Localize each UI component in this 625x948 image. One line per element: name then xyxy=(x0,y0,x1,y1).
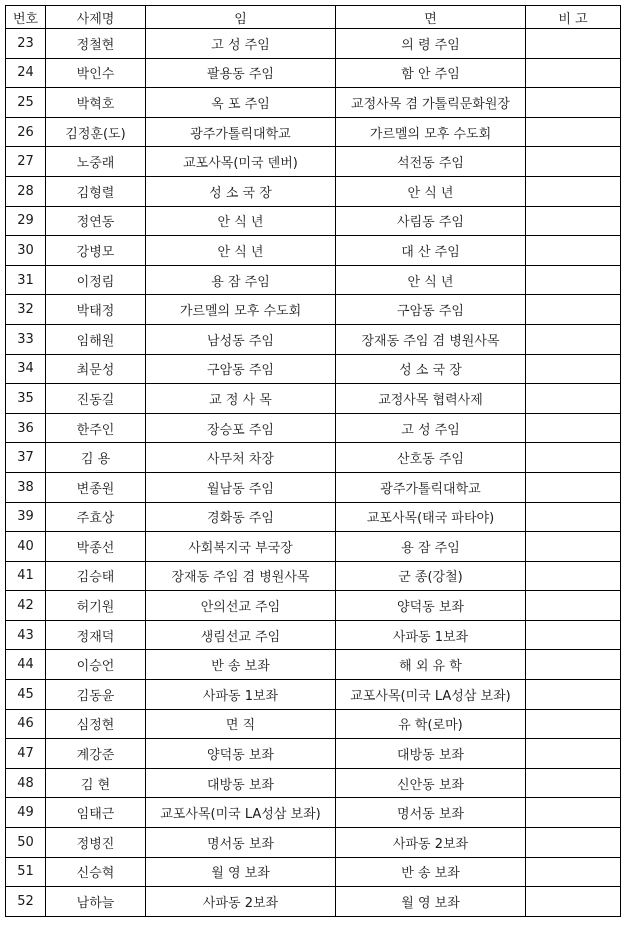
appointment-cell: 안 식 년 xyxy=(146,236,336,266)
dismissal-cell: 교정사목 협력사제 xyxy=(336,384,526,414)
remarks-cell xyxy=(526,88,621,118)
priest-name: 김 용 xyxy=(46,443,146,473)
dismissal-cell: 산호동 주임 xyxy=(336,443,526,473)
table-row xyxy=(6,828,621,858)
table-row xyxy=(6,413,621,443)
header-appointment: 임 xyxy=(146,6,336,29)
header-remarks: 비 고 xyxy=(526,6,621,29)
dismissal-cell: 반 송 보좌 xyxy=(336,857,526,887)
row-number: 49 xyxy=(6,798,46,828)
appointment-cell: 남성동 주임 xyxy=(146,324,336,354)
appointment-cell: 교포사목(미국 덴버) xyxy=(146,147,336,177)
assignment-table xyxy=(5,5,621,917)
dismissal-cell: 용 잠 주임 xyxy=(336,532,526,562)
remarks-cell xyxy=(526,768,621,798)
row-number: 32 xyxy=(6,295,46,325)
row-number: 42 xyxy=(6,591,46,621)
remarks-cell xyxy=(526,147,621,177)
appointment-cell: 안 식 년 xyxy=(146,206,336,236)
appointment-cell: 양덕동 보좌 xyxy=(146,739,336,769)
dismissal-cell: 고 성 주임 xyxy=(336,413,526,443)
table-row xyxy=(6,265,621,295)
remarks-cell xyxy=(526,650,621,680)
appointment-cell: 반 송 보좌 xyxy=(146,650,336,680)
priest-name: 김동윤 xyxy=(46,680,146,710)
appointment-cell: 사회복지국 부국장 xyxy=(146,532,336,562)
row-number: 33 xyxy=(6,324,46,354)
remarks-cell xyxy=(526,828,621,858)
row-number: 51 xyxy=(6,857,46,887)
table-body xyxy=(6,29,621,917)
appointment-cell: 사파동 1보좌 xyxy=(146,680,336,710)
remarks-cell xyxy=(526,354,621,384)
table-row xyxy=(6,502,621,532)
dismissal-cell: 해 외 유 학 xyxy=(336,650,526,680)
appointment-cell: 가르멜의 모후 수도회 xyxy=(146,295,336,325)
appointment-cell: 옥 포 주임 xyxy=(146,88,336,118)
appointment-cell: 경화동 주임 xyxy=(146,502,336,532)
row-number: 45 xyxy=(6,680,46,710)
appointment-cell: 용 잠 주임 xyxy=(146,265,336,295)
dismissal-cell: 구암동 주임 xyxy=(336,295,526,325)
row-number: 38 xyxy=(6,472,46,502)
row-number: 31 xyxy=(6,265,46,295)
appointment-cell: 팔용동 주임 xyxy=(146,58,336,88)
row-number: 52 xyxy=(6,887,46,917)
header-row xyxy=(6,6,621,29)
appointment-cell: 고 성 주임 xyxy=(146,29,336,59)
table-row xyxy=(6,709,621,739)
appointment-cell: 명서동 보좌 xyxy=(146,828,336,858)
priest-name: 김형렬 xyxy=(46,176,146,206)
dismissal-cell: 안 식 년 xyxy=(336,265,526,295)
dismissal-cell: 명서동 보좌 xyxy=(336,798,526,828)
dismissal-cell: 사림동 주임 xyxy=(336,206,526,236)
remarks-cell xyxy=(526,502,621,532)
remarks-cell xyxy=(526,680,621,710)
remarks-cell xyxy=(526,620,621,650)
remarks-cell xyxy=(526,117,621,147)
row-number: 44 xyxy=(6,650,46,680)
dismissal-cell: 교포사목(태국 파타야) xyxy=(336,502,526,532)
row-number: 40 xyxy=(6,532,46,562)
dismissal-cell: 양덕동 보좌 xyxy=(336,591,526,621)
priest-name: 박인수 xyxy=(46,58,146,88)
priest-name: 계강준 xyxy=(46,739,146,769)
priest-name: 변종원 xyxy=(46,472,146,502)
dismissal-cell: 교정사목 겸 가톨릭문화원장 xyxy=(336,88,526,118)
remarks-cell xyxy=(526,265,621,295)
dismissal-cell: 장재동 주임 겸 병원사목 xyxy=(336,324,526,354)
table-row xyxy=(6,236,621,266)
remarks-cell xyxy=(526,384,621,414)
dismissal-cell: 안 식 년 xyxy=(336,176,526,206)
dismissal-cell: 군 종(강철) xyxy=(336,561,526,591)
dismissal-cell: 성 소 국 장 xyxy=(336,354,526,384)
row-number: 30 xyxy=(6,236,46,266)
dismissal-cell: 사파동 1보좌 xyxy=(336,620,526,650)
remarks-cell xyxy=(526,324,621,354)
table-row xyxy=(6,591,621,621)
table-row xyxy=(6,472,621,502)
row-number: 35 xyxy=(6,384,46,414)
table-row xyxy=(6,117,621,147)
appointment-cell: 월남동 주임 xyxy=(146,472,336,502)
priest-name: 임태근 xyxy=(46,798,146,828)
remarks-cell xyxy=(526,798,621,828)
dismissal-cell: 대방동 보좌 xyxy=(336,739,526,769)
table-row xyxy=(6,443,621,473)
priest-name: 김 현 xyxy=(46,768,146,798)
row-number: 48 xyxy=(6,768,46,798)
priest-name: 최문성 xyxy=(46,354,146,384)
priest-name: 김정훈(도) xyxy=(46,117,146,147)
remarks-cell xyxy=(526,887,621,917)
row-number: 36 xyxy=(6,413,46,443)
remarks-cell xyxy=(526,58,621,88)
dismissal-cell: 의 령 주임 xyxy=(336,29,526,59)
row-number: 23 xyxy=(6,29,46,59)
appointment-cell: 구암동 주임 xyxy=(146,354,336,384)
dismissal-cell: 광주가톨릭대학교 xyxy=(336,472,526,502)
remarks-cell xyxy=(526,532,621,562)
priest-name: 정연동 xyxy=(46,206,146,236)
dismissal-cell: 유 학(로마) xyxy=(336,709,526,739)
priest-name: 박혁호 xyxy=(46,88,146,118)
dismissal-cell: 사파동 2보좌 xyxy=(336,828,526,858)
priest-name: 신승혁 xyxy=(46,857,146,887)
table-row xyxy=(6,532,621,562)
table-row xyxy=(6,354,621,384)
priest-name: 이정림 xyxy=(46,265,146,295)
table-row xyxy=(6,29,621,59)
dismissal-cell: 함 안 주임 xyxy=(336,58,526,88)
row-number: 29 xyxy=(6,206,46,236)
appointment-cell: 교 정 사 목 xyxy=(146,384,336,414)
priest-name: 남하늘 xyxy=(46,887,146,917)
remarks-cell xyxy=(526,739,621,769)
appointment-cell: 사무처 차장 xyxy=(146,443,336,473)
remarks-cell xyxy=(526,443,621,473)
table-row xyxy=(6,176,621,206)
table-row xyxy=(6,857,621,887)
remarks-cell xyxy=(526,295,621,325)
appointment-cell: 광주가톨릭대학교 xyxy=(146,117,336,147)
priest-name: 심정현 xyxy=(46,709,146,739)
table-row xyxy=(6,798,621,828)
header-priest-name: 사제명 xyxy=(46,6,146,29)
table-row xyxy=(6,887,621,917)
appointment-cell: 면 직 xyxy=(146,709,336,739)
appointment-cell: 월 영 보좌 xyxy=(146,857,336,887)
dismissal-cell: 대 산 주임 xyxy=(336,236,526,266)
row-number: 50 xyxy=(6,828,46,858)
header-number: 번호 xyxy=(6,6,46,29)
priest-name: 주효상 xyxy=(46,502,146,532)
priest-name: 김승태 xyxy=(46,561,146,591)
row-number: 46 xyxy=(6,709,46,739)
table-row xyxy=(6,620,621,650)
row-number: 37 xyxy=(6,443,46,473)
table-row xyxy=(6,680,621,710)
row-number: 34 xyxy=(6,354,46,384)
table-row xyxy=(6,58,621,88)
priest-name: 한주인 xyxy=(46,413,146,443)
remarks-cell xyxy=(526,176,621,206)
header-dismissal: 면 xyxy=(336,6,526,29)
row-number: 39 xyxy=(6,502,46,532)
remarks-cell xyxy=(526,472,621,502)
priest-name: 정병진 xyxy=(46,828,146,858)
dismissal-cell: 가르멜의 모후 수도회 xyxy=(336,117,526,147)
priest-name: 허기원 xyxy=(46,591,146,621)
priest-name: 노중래 xyxy=(46,147,146,177)
remarks-cell xyxy=(526,413,621,443)
dismissal-cell: 신안동 보좌 xyxy=(336,768,526,798)
table-row xyxy=(6,384,621,414)
priest-name: 진동길 xyxy=(46,384,146,414)
table-row xyxy=(6,295,621,325)
priest-name: 강병모 xyxy=(46,236,146,266)
remarks-cell xyxy=(526,29,621,59)
dismissal-cell: 월 영 보좌 xyxy=(336,887,526,917)
row-number: 43 xyxy=(6,620,46,650)
appointment-cell: 안의선교 주임 xyxy=(146,591,336,621)
table-row xyxy=(6,324,621,354)
appointment-cell: 대방동 보좌 xyxy=(146,768,336,798)
priest-name: 박종선 xyxy=(46,532,146,562)
table-row xyxy=(6,650,621,680)
remarks-cell xyxy=(526,206,621,236)
table-row xyxy=(6,739,621,769)
priest-name: 임해원 xyxy=(46,324,146,354)
row-number: 28 xyxy=(6,176,46,206)
priest-name: 이승언 xyxy=(46,650,146,680)
priest-name: 정재덕 xyxy=(46,620,146,650)
remarks-cell xyxy=(526,561,621,591)
table-row xyxy=(6,147,621,177)
row-number: 26 xyxy=(6,117,46,147)
appointment-cell: 성 소 국 장 xyxy=(146,176,336,206)
appointment-cell: 장재동 주임 겸 병원사목 xyxy=(146,561,336,591)
row-number: 25 xyxy=(6,88,46,118)
row-number: 27 xyxy=(6,147,46,177)
row-number: 24 xyxy=(6,58,46,88)
appointment-cell: 사파동 2보좌 xyxy=(146,887,336,917)
appointment-cell: 생림선교 주임 xyxy=(146,620,336,650)
priest-name: 정철현 xyxy=(46,29,146,59)
dismissal-cell: 석전동 주임 xyxy=(336,147,526,177)
remarks-cell xyxy=(526,709,621,739)
appointment-cell: 교포사목(미국 LA성삼 보좌) xyxy=(146,798,336,828)
table-row xyxy=(6,768,621,798)
dismissal-cell: 교포사목(미국 LA성삼 보좌) xyxy=(336,680,526,710)
remarks-cell xyxy=(526,857,621,887)
table-row xyxy=(6,88,621,118)
row-number: 41 xyxy=(6,561,46,591)
remarks-cell xyxy=(526,591,621,621)
table-row xyxy=(6,206,621,236)
row-number: 47 xyxy=(6,739,46,769)
remarks-cell xyxy=(526,236,621,266)
priest-name: 박태정 xyxy=(46,295,146,325)
appointment-cell: 장승포 주임 xyxy=(146,413,336,443)
table-row xyxy=(6,561,621,591)
